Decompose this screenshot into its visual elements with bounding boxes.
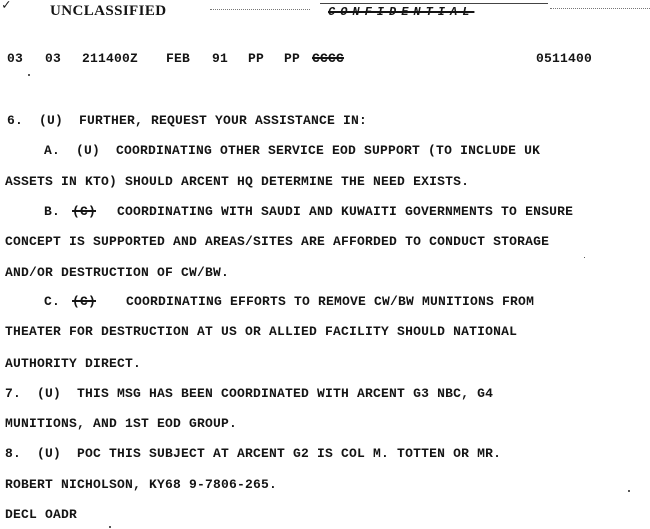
routing-month: FEB: [166, 51, 191, 66]
routing-dtg: 211400Z: [82, 51, 139, 66]
classification-unclassified: UNCLASSIFIED: [50, 3, 167, 19]
paragraph-6-heading: 6. (U) FURTHER, REQUEST YOUR ASSISTANCE IN:: [7, 113, 368, 128]
paragraph-b-line-2: CONCEPT IS SUPPORTED AND AREAS/SITES ARE AFFORDED TO CONDUCT STORAGE: [5, 234, 550, 249]
routing-line-b: 03: [45, 51, 62, 66]
paragraph-c-line-3: AUTHORITY DIRECT.: [5, 356, 142, 371]
routing-serial: 0511400: [536, 51, 593, 66]
routing-precedence-1: PP: [248, 51, 265, 66]
paragraph-8-line-2: ROBERT NICHOLSON, KY68 9-7806-265.: [5, 477, 278, 492]
paragraph-b-struck-classification: (C): [72, 204, 97, 219]
paragraph-b-line-3: AND/OR DESTRUCTION OF CW/BW.: [5, 265, 230, 280]
routing-precedence-2: PP: [284, 51, 301, 66]
paragraph-8-line-1: 8. (U) POC THIS SUBJECT AT ARCENT G2 IS COL M. TOTTEN OR MR.: [5, 446, 502, 461]
paragraph-7-line-2: MUNITIONS, AND 1ST EOD GROUP.: [5, 416, 238, 431]
paragraph-b-label: B.: [44, 204, 61, 219]
scan-speck: [109, 526, 111, 528]
paragraph-a-line-1: A. (U) COORDINATING OTHER SERVICE EOD SUPPORT (TO INCLUDE UK: [44, 143, 541, 158]
header-rule: [320, 3, 548, 4]
paragraph-c-label: C.: [44, 294, 61, 309]
paragraph-c-line-2: THEATER FOR DESTRUCTION AT US OR ALLIED FACILITY SHOULD NATIONAL: [5, 324, 518, 339]
paragraph-a-line-2: ASSETS IN KTO) SHOULD ARCENT HQ DETERMINE THE NEED EXISTS.: [5, 174, 470, 189]
paragraph-c-struck-classification: (C): [72, 294, 97, 309]
scan-speck: [28, 74, 30, 76]
header-dotted-rule-right: [550, 8, 650, 9]
scan-speck: [584, 257, 585, 258]
paragraph-c-line-1: COORDINATING EFFORTS TO REMOVE CW/BW MUNITIONS FROM: [126, 294, 535, 309]
declassification-line: DECL OADR: [5, 507, 78, 522]
header-mark: ✓: [2, 0, 11, 14]
paragraph-b-line-1: COORDINATING WITH SAUDI AND KUWAITI GOVERNMENTS TO ENSURE: [117, 204, 574, 219]
routing-line-a: 03: [7, 51, 24, 66]
paragraph-7-line-1: 7. (U) THIS MSG HAS BEEN COORDINATED WITH ARCENT G3 NBC, G4: [5, 386, 494, 401]
routing-year: 91: [212, 51, 229, 66]
header-dotted-rule: [210, 9, 310, 10]
scan-speck: [628, 490, 630, 492]
classification-confidential-struck: CONFIDENTIAL: [328, 5, 475, 19]
routing-struck-code: CCCC: [312, 51, 345, 66]
